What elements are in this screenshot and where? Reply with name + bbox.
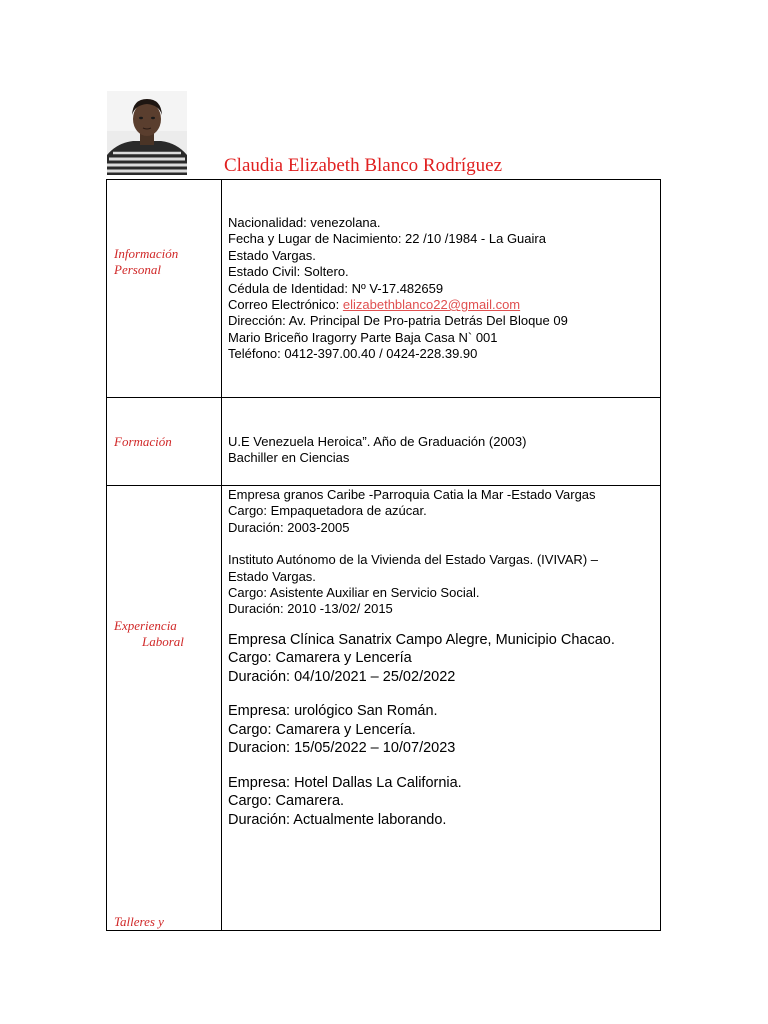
row-divider bbox=[107, 397, 660, 398]
section-label-formation: Formación bbox=[114, 434, 172, 449]
job-line: Empresa: urológico San Román. bbox=[228, 703, 438, 720]
job-line: Instituto Autónomo de la Vivienda del Estado Vargas. (IVIVAR) – bbox=[228, 552, 598, 568]
section-label-experience bbox=[114, 618, 184, 650]
cv-table bbox=[106, 179, 661, 931]
job-line: Duración: 04/10/2021 – 25/02/2022 bbox=[228, 668, 456, 685]
experience-cell bbox=[228, 487, 615, 829]
info-line: Nacionalidad: venezolana. bbox=[228, 215, 381, 230]
job-line: Cargo: Asistente Auxiliar en Servicio Social. bbox=[228, 585, 480, 601]
section-label-line: Personal bbox=[114, 262, 161, 277]
job-line: Empresa granos Caribe -Parroquia Catia la Mar -Estado Vargas bbox=[228, 487, 596, 502]
formation-line: U.E Venezuela Heroica”. Año de Graduación (2003) bbox=[228, 434, 527, 449]
info-line: Teléfono: 0412-397.00.40 / 0424-228.39.90 bbox=[228, 346, 478, 362]
job-line: Duracion: 15/05/2022 – 10/07/2023 bbox=[228, 740, 456, 757]
section-label-line: Experiencia bbox=[114, 618, 177, 633]
profile-photo bbox=[107, 91, 187, 175]
job-line: Empresa: Hotel Dallas La California. bbox=[228, 774, 462, 791]
section-label-line: Información bbox=[114, 246, 179, 261]
spacer bbox=[228, 536, 615, 552]
job-line: Duración: Actualmente laborando. bbox=[228, 811, 447, 828]
email-line bbox=[228, 297, 568, 313]
spacer bbox=[228, 686, 615, 702]
job-line: Estado Vargas. bbox=[228, 568, 316, 584]
job-line: Cargo: Camarera. bbox=[228, 793, 345, 810]
job-line: Duración: 2003-2005 bbox=[228, 519, 350, 535]
column-divider bbox=[221, 180, 222, 930]
section-label-workshops: Talleres y bbox=[114, 914, 164, 929]
spacer bbox=[228, 758, 615, 774]
info-line: Mario Briceño Iragorry Parte Baja Casa N` 001 bbox=[228, 329, 498, 345]
info-line: Cédula de Identidad: Nº V-17.482659 bbox=[228, 280, 444, 296]
candidate-name: Claudia Elizabeth Blanco Rodríguez bbox=[224, 155, 503, 176]
info-line: Dirección: Av. Principal De Pro-patria Detrás Del Bloque 09 bbox=[228, 313, 568, 329]
person-photo-icon bbox=[107, 91, 187, 175]
job-line: Cargo: Camarera y Lencería bbox=[228, 650, 412, 667]
formation-cell bbox=[228, 434, 526, 467]
job-line: Cargo: Empaquetadora de azúcar. bbox=[228, 503, 427, 519]
section-label-personal bbox=[114, 246, 178, 278]
info-line: Fecha y Lugar de Nacimiento: 22 /10 /1984 - La Guaira bbox=[228, 231, 546, 247]
email-link[interactable]: elizabethblanco22@gmail.com bbox=[342, 297, 521, 313]
formation-line: Bachiller en Ciencias bbox=[228, 450, 350, 466]
job-line: Empresa Clínica Sanatrix Campo Alegre, Municipio Chacao. bbox=[228, 631, 615, 648]
job-line: Cargo: Camarera y Lencería. bbox=[228, 721, 416, 738]
row-divider bbox=[107, 485, 660, 486]
personal-info-cell bbox=[228, 215, 568, 363]
job-line: Duración: 2010 -13/02/ 2015 bbox=[228, 601, 393, 617]
info-line: Estado Vargas. bbox=[228, 247, 316, 263]
spacer bbox=[228, 618, 615, 631]
info-line: Estado Civil: Soltero. bbox=[228, 264, 349, 280]
section-label-line: Laboral bbox=[142, 634, 184, 649]
email-label: Correo Electrónico: bbox=[228, 297, 343, 313]
